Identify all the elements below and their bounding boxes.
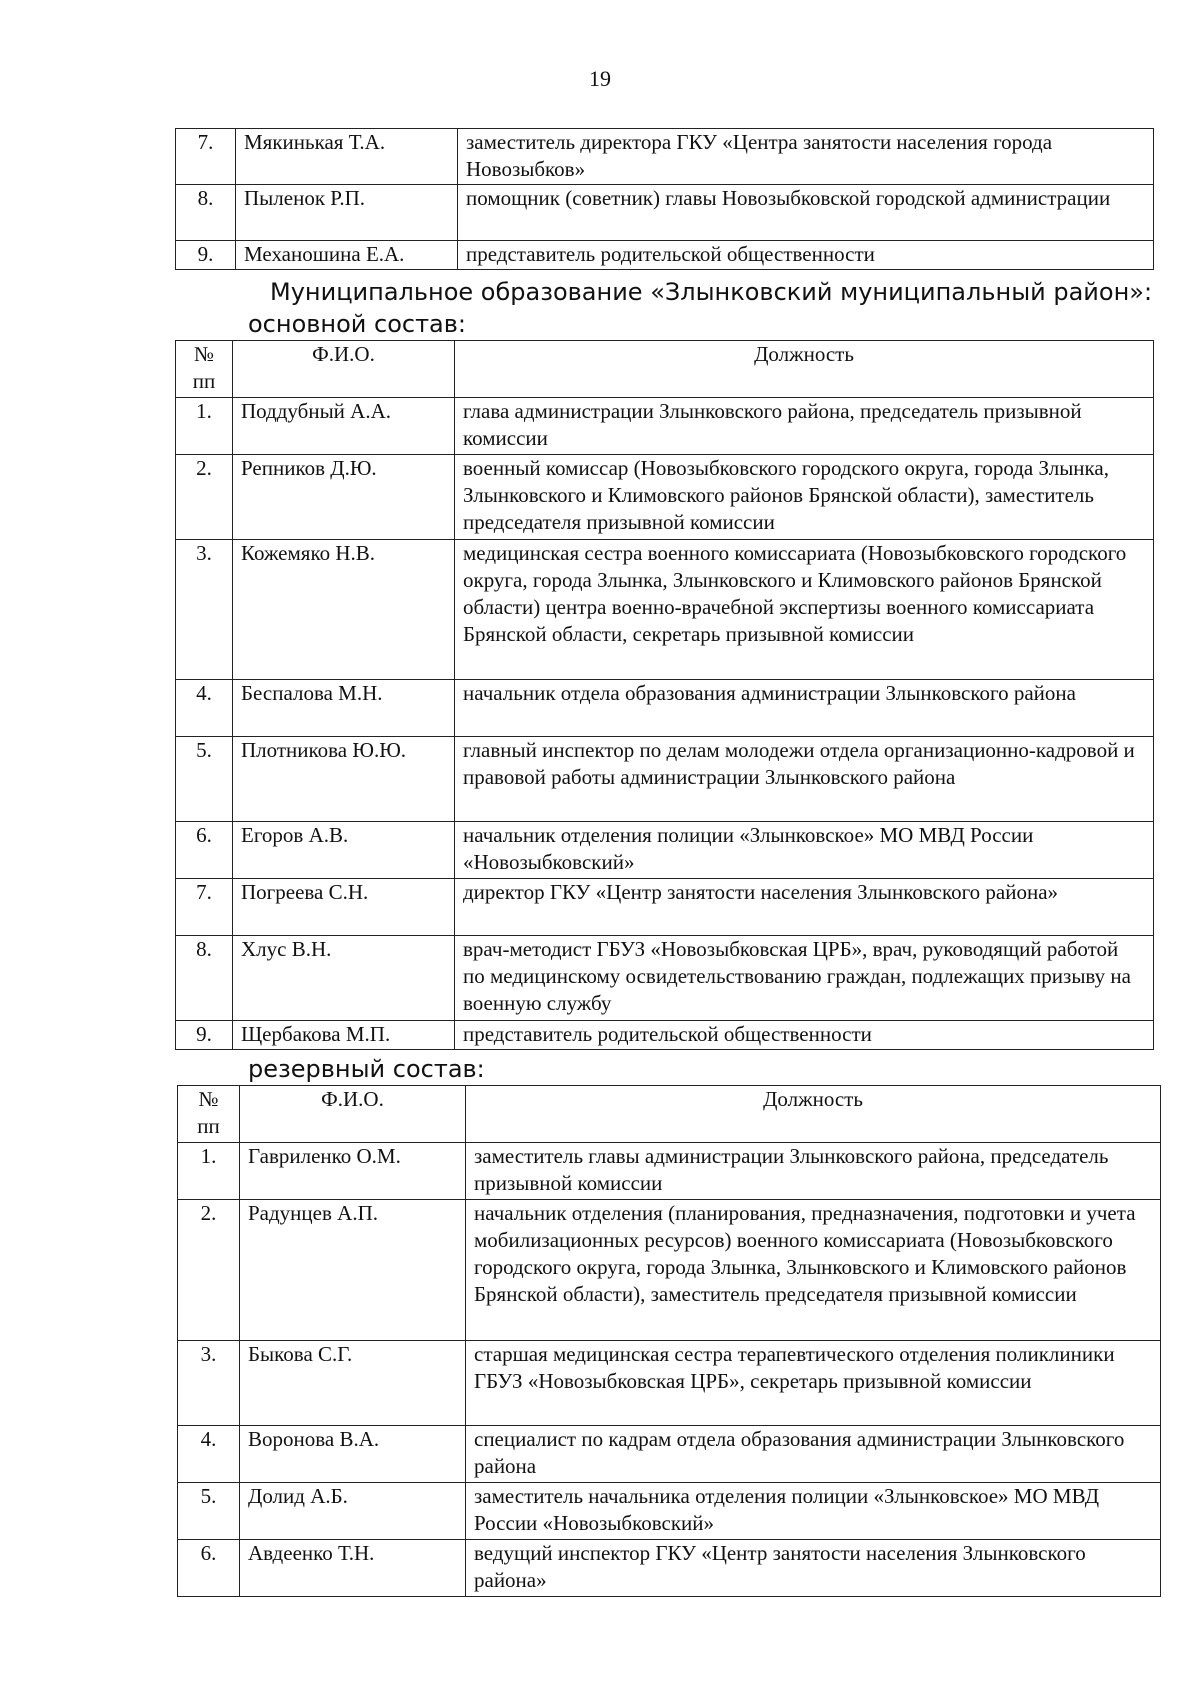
table-row <box>176 398 1154 455</box>
row-name: Щербакова М.П. <box>233 1021 455 1050</box>
row-number: 6. <box>176 822 233 879</box>
table-reserve <box>177 1085 1161 1597</box>
row-position: военный комиссар (Новозыбковского городского округа, города Злынка, Злынковского и Климовского районов Брянской области), заместитель председателя призывной комиссии <box>455 455 1154 540</box>
page-number: 19 <box>589 66 611 91</box>
table-row <box>176 879 1154 936</box>
header-num: № пп <box>178 1086 240 1143</box>
table-top <box>175 128 1154 270</box>
row-name: Авдеенко Т.Н. <box>240 1540 466 1597</box>
row-number: 5. <box>176 737 233 822</box>
row-number: 8. <box>176 185 236 241</box>
row-name: Гавриленко О.М. <box>240 1143 466 1200</box>
row-number: 9. <box>176 241 236 270</box>
main-composition-label: основной состав: <box>248 310 466 338</box>
row-position: ведущий инспектор ГКУ «Центр занятости населения Злынковского района» <box>466 1540 1161 1597</box>
row-name: Репников Д.Ю. <box>233 455 455 540</box>
header-num: № пп <box>176 341 233 398</box>
table-row <box>178 1426 1161 1483</box>
header-position: Должность <box>455 341 1154 398</box>
row-name: Поддубный А.А. <box>233 398 455 455</box>
table-row <box>176 822 1154 879</box>
row-position: медицинская сестра военного комиссариата (Новозыбковского городского округа, города Злынка, Злынковского и Климовского районов Брянской области) центра военно-врачебной экспертизы военного комиссариата Брянской области, секретарь призывной комиссии <box>455 540 1154 680</box>
row-position: глава администрации Злынковского района, председатель призывной комиссии <box>455 398 1154 455</box>
row-number: 3. <box>176 540 233 680</box>
table-row <box>178 1200 1161 1341</box>
header-position: Должность <box>466 1086 1161 1143</box>
row-name: Хлус В.Н. <box>233 936 455 1021</box>
row-number: 7. <box>176 879 233 936</box>
row-number: 1. <box>176 398 233 455</box>
row-number: 1. <box>178 1143 240 1200</box>
table-row <box>178 1143 1161 1200</box>
table-row <box>178 1483 1161 1540</box>
row-number: 2. <box>178 1200 240 1341</box>
row-position: представитель родительской общественности <box>455 1021 1154 1050</box>
row-name: Мякинькая Т.А. <box>236 129 458 185</box>
table-row <box>176 680 1154 737</box>
table-row <box>176 455 1154 540</box>
row-number: 5. <box>178 1483 240 1540</box>
row-position: начальник отделения (планирования, предназначения, подготовки и учета мобилизационных ресурсов) военного комиссариата (Новозыбковского городского округа, города Злынка, Злынковского и Климовского районов Брянской области), заместитель председателя призывной комиссии <box>466 1200 1161 1341</box>
row-number: 6. <box>178 1540 240 1597</box>
row-name: Радунцев А.П. <box>240 1200 466 1341</box>
table-row <box>176 936 1154 1021</box>
row-name: Егоров А.В. <box>233 822 455 879</box>
header-name: Ф.И.О. <box>233 341 455 398</box>
row-name: Долид А.Б. <box>240 1483 466 1540</box>
row-number: 2. <box>176 455 233 540</box>
table-row <box>176 241 1154 270</box>
row-position: заместитель главы администрации Злынковского района, председатель призывной комиссии <box>466 1143 1161 1200</box>
row-position: заместитель директора ГКУ «Центра занятости населения города Новозыбков» <box>458 129 1154 185</box>
header-name: Ф.И.О. <box>240 1086 466 1143</box>
row-number: 4. <box>176 680 233 737</box>
row-name: Кожемяко Н.В. <box>233 540 455 680</box>
table-header-row <box>178 1086 1161 1143</box>
table-row <box>176 1021 1154 1050</box>
row-name: Пыленок Р.П. <box>236 185 458 241</box>
row-position: начальник отделения полиции «Злынковское» МО МВД России «Новозыбковский» <box>455 822 1154 879</box>
table-row <box>176 737 1154 822</box>
table-row <box>178 1341 1161 1426</box>
row-name: Плотникова Ю.Ю. <box>233 737 455 822</box>
row-number: 9. <box>176 1021 233 1050</box>
row-number: 7. <box>176 129 236 185</box>
row-name: Погреева С.Н. <box>233 879 455 936</box>
reserve-composition-label: резервный состав: <box>248 1055 485 1083</box>
row-position: старшая медицинская сестра терапевтического отделения поликлиники ГБУЗ «Новозыбковская ЦРБ», секретарь призывной комиссии <box>466 1341 1161 1426</box>
row-position: заместитель начальника отделения полиции «Злынковское» МО МВД России «Новозыбковский» <box>466 1483 1161 1540</box>
row-position: начальник отдела образования администрации Злынковского района <box>455 680 1154 737</box>
row-position: специалист по кадрам отдела образования администрации Злынковского района <box>466 1426 1161 1483</box>
section-title: Муниципальное образование «Злынковский муниципальный район»: <box>270 278 1153 306</box>
table-main <box>175 340 1154 1050</box>
row-position: врач-методист ГБУЗ «Новозыбковская ЦРБ», врач, руководящий работой по медицинскому освидетельствованию граждан, подлежащих призыву на военную службу <box>455 936 1154 1021</box>
table-row <box>176 540 1154 680</box>
row-name: Воронова В.А. <box>240 1426 466 1483</box>
row-name: Механошина Е.А. <box>236 241 458 270</box>
row-position: помощник (советник) главы Новозыбковской городской администрации <box>458 185 1154 241</box>
row-position: директор ГКУ «Центр занятости населения Злынковского района» <box>455 879 1154 936</box>
row-number: 3. <box>178 1341 240 1426</box>
table-row <box>176 185 1154 241</box>
row-name: Быкова С.Г. <box>240 1341 466 1426</box>
table-row <box>176 129 1154 185</box>
row-name: Беспалова М.Н. <box>233 680 455 737</box>
row-position: представитель родительской общественности <box>458 241 1154 270</box>
row-number: 4. <box>178 1426 240 1483</box>
table-header-row <box>176 341 1154 398</box>
row-number: 8. <box>176 936 233 1021</box>
table-row <box>178 1540 1161 1597</box>
row-position: главный инспектор по делам молодежи отдела организационно-кадровой и правовой работы администрации Злынковского района <box>455 737 1154 822</box>
